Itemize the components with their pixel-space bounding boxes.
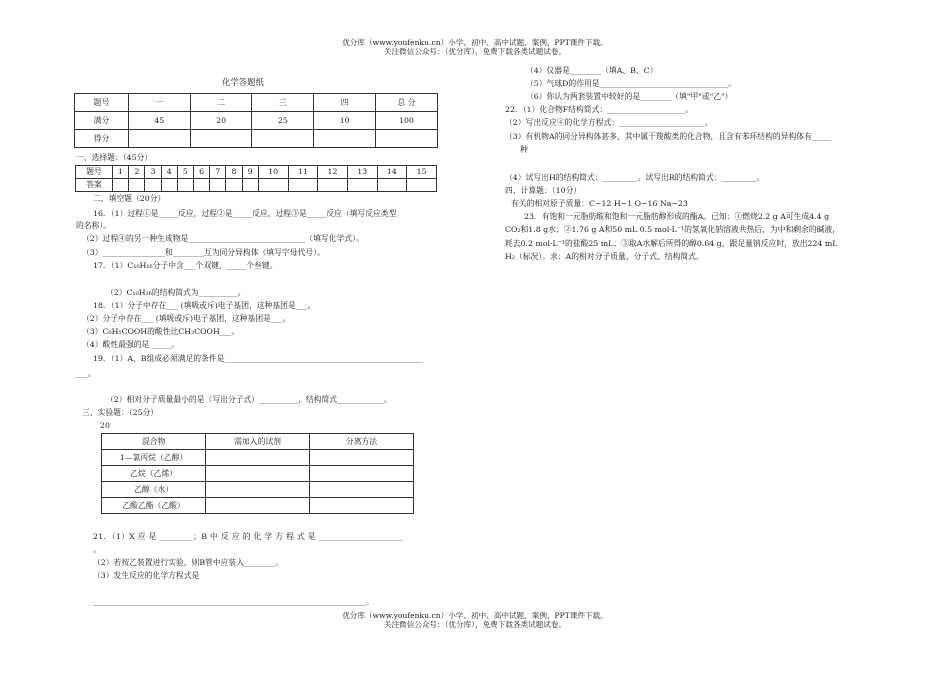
exp-header-cell: 分离方法 <box>310 434 414 450</box>
section4-title: 四、计算题：（10分） <box>505 186 582 195</box>
full-mark-cell: 20 <box>190 112 252 130</box>
q21-line-1: 21．（1）X 应 是 ________；B 中 反 应 的 化 学 方 程 式 是 ____________________ <box>93 532 403 541</box>
got-mark-field[interactable] <box>376 130 438 148</box>
q22-line-3: （3）有机物A的同分异构体甚多，其中属于羧酸类的化合物，且含有苯环结构的异构体有_____ <box>505 132 832 141</box>
q16-line-4: （3）________________和________互为同分异构体（填写字母代号）。 <box>82 248 325 257</box>
q23-line-2: CO₂和1.8 g水；②1.76 g A和50 mL 0.5 mol·L⁻¹的氢氧化钠溶液共热后，为中和剩余的碱液， <box>505 225 841 234</box>
q21-answer-line: ______________________________________________________________________。 <box>93 597 374 606</box>
answer-cell[interactable] <box>407 179 437 192</box>
right-line-3: （6）你认为两套装置中较好的是________（填"甲"或"乙"） <box>526 92 733 101</box>
answer-table <box>75 165 437 192</box>
exp-header-cell: 混合物 <box>102 434 206 450</box>
answer-cell[interactable] <box>129 179 145 192</box>
section3-title: 三、实验题：（25分） <box>82 408 159 417</box>
answer-cell[interactable] <box>113 179 129 192</box>
answer-cell[interactable] <box>347 179 377 192</box>
exp-method-cell[interactable] <box>310 482 414 498</box>
got-mark-field[interactable] <box>252 130 314 148</box>
exp-mixture-cell: 乙醇（水） <box>102 482 206 498</box>
exp-reagent-cell[interactable] <box>206 498 310 514</box>
answer-cell[interactable] <box>288 179 318 192</box>
q16-line-1: 16．（1）过程①是_____反应，过程②是_____反应，过程③是_____反应（填写反应类型 <box>93 209 397 218</box>
answer-cell[interactable] <box>177 179 193 192</box>
q19-line-1: 19．（1）A、B组成必须满足的条件是___________________________________________________ <box>93 354 424 363</box>
atomic-masses: 有关的相对原子质量：C~12 H~1 O~16 Na~23 <box>511 199 688 208</box>
answer-cell[interactable] <box>210 179 226 192</box>
answer-header-cell: 题号 <box>76 166 113 179</box>
footer-line-1: 优分库（www.youfenku.cn）小学、初中、高中试题、案例、PPT课件下载。 <box>342 611 608 620</box>
section1-title: 一、选择题：（45分） <box>76 153 153 162</box>
q23-line-1: 23．有饱和一元脂肪酸和饱和一元脂肪醇形成的酯A。已知：①燃烧2.2 g A可生成4.4 g <box>524 212 830 221</box>
full-mark-cell: 100 <box>376 112 438 130</box>
q22-line-5: （4）试写出H的结构简式：_________。试写出R的结构简式：_________。 <box>505 173 765 182</box>
answer-cell[interactable] <box>318 179 348 192</box>
full-mark-cell: 10 <box>314 112 376 130</box>
exp-mixture-cell: 乙酸乙酯（乙酸） <box>102 498 206 514</box>
exp-mixture-cell: 乙烷（乙烯） <box>102 466 206 482</box>
answer-header-cell: 2 <box>129 166 145 179</box>
header-line-1: 优分库（www.youfenku.cn）小学、初中、高中试题、案例、PPT课件下载。 <box>342 38 608 47</box>
answer-cell[interactable] <box>377 179 407 192</box>
exp-reagent-cell[interactable] <box>206 482 310 498</box>
answer-header-cell: 12 <box>318 166 348 179</box>
q23-line-4: H₂（标况）。求：A的相对分子质量、分子式、结构简式。 <box>505 252 704 261</box>
answer-header-cell: 5 <box>177 166 193 179</box>
footer-line-2: 关注微信公众号：（优分库），免费下载各类试题试卷。 <box>383 620 567 629</box>
q22-line-4: 种 <box>520 145 528 154</box>
answer-header-cell: 3 <box>145 166 161 179</box>
q16-line-3: （2）过程④的另一种生成物是______________________________（填写化学式）。 <box>82 234 364 243</box>
q21-line-4: （3）发生反应的化学方程式是 <box>93 571 200 580</box>
got-mark-label: 得分 <box>75 130 129 148</box>
score-header-cell: 总 分 <box>376 94 438 112</box>
answer-header-cell: 9 <box>242 166 258 179</box>
section2-title: 二、填空题（20分） <box>93 194 166 203</box>
exp-mixture-cell: 1—氯丙烷（乙醇） <box>102 450 206 466</box>
exp-method-cell[interactable] <box>310 466 414 482</box>
answer-header-cell: 14 <box>377 166 407 179</box>
q21-line-2: 。 <box>93 545 101 554</box>
q17-line-2: （2）C₁₀H₁₆的结构简式为__________。 <box>106 288 246 297</box>
answer-cell[interactable] <box>242 179 258 192</box>
exp-method-cell[interactable] <box>310 498 414 514</box>
answer-header-cell: 10 <box>258 166 288 179</box>
answer-cell[interactable] <box>145 179 161 192</box>
q23-line-3: 耗去0.2 mol·L⁻¹的盐酸25 mL；③取A水解后所得的醇0.64 g，跟足量钠反应时，放出224 mL <box>505 239 838 248</box>
answer-header-cell: 11 <box>288 166 318 179</box>
q19-line-2: ___。 <box>76 369 96 378</box>
answer-header-cell: 7 <box>210 166 226 179</box>
q18-line-3: （3）C₆H₅COOH的酸性比CH₃COOH___。 <box>82 327 240 336</box>
answer-header-cell: 1 <box>113 166 129 179</box>
q20-label: 20 <box>100 421 110 430</box>
score-header-cell: 一 <box>128 94 190 112</box>
score-header-cell: 二 <box>190 94 252 112</box>
answer-cell[interactable] <box>226 179 242 192</box>
q22-line-2: （2）写出反应④的化学方程式：______________________。 <box>505 118 713 127</box>
full-mark-cell: 满分 <box>75 112 129 130</box>
got-mark-field[interactable] <box>190 130 252 148</box>
q18-line-1: 18．（1）分子中存在___ (填吸或斥)电子基团，这种基团是___。 <box>93 301 316 310</box>
answer-header-cell: 6 <box>194 166 210 179</box>
exp-method-cell[interactable] <box>310 450 414 466</box>
right-line-1: （4）仪器是________（填A、B、C） <box>526 66 658 75</box>
got-mark-field[interactable] <box>314 130 376 148</box>
q19-line-3: （2）相对分子质量最小的是（写出分子式）__________，结构简式____________。 <box>106 395 392 404</box>
answer-header-cell: 15 <box>407 166 437 179</box>
experiment-table <box>101 433 414 514</box>
header-line-2: 关注微信公众号：（优分库），免费下载各类试题试卷。 <box>383 47 567 56</box>
answer-cell[interactable] <box>258 179 288 192</box>
q18-line-4: （4）酸性最强的是 _____。 <box>82 340 180 349</box>
answer-cell[interactable] <box>161 179 177 192</box>
q22-line-1: 22．（1）化合物F结构简式：____________________。 <box>505 105 693 114</box>
answer-header-cell: 4 <box>161 166 177 179</box>
full-mark-cell: 45 <box>128 112 190 130</box>
q16-line-2: 的名称）。 <box>76 221 112 230</box>
exp-header-cell: 需加入的试剂 <box>206 434 310 450</box>
answer-cell[interactable] <box>194 179 210 192</box>
score-header-cell: 四 <box>314 94 376 112</box>
answer-header-cell: 8 <box>226 166 242 179</box>
got-mark-field[interactable] <box>128 130 190 148</box>
q17-line-1: 17．（1）C₁₀H₁₆分子中含___个双键，_____个叁键。 <box>93 261 278 270</box>
full-mark-cell: 25 <box>252 112 314 130</box>
q21-line-3: （2）若按乙装置进行实验，则B管中应装入________。 <box>93 558 284 567</box>
q18-line-2: （2）分子中存在___ (填吸或斥)电子基团，这种基团是___。 <box>82 314 291 323</box>
answer-label-cell: 答案 <box>76 179 113 192</box>
exp-reagent-cell[interactable] <box>206 466 310 482</box>
right-line-2: （5）气球D的作用是_________________________________。 <box>526 79 737 88</box>
answer-header-cell: 13 <box>347 166 377 179</box>
page-title: 化学答题纸 <box>222 77 264 87</box>
score-table <box>74 93 438 148</box>
exp-reagent-cell[interactable] <box>206 450 310 466</box>
score-header-cell: 题号 <box>75 94 129 112</box>
score-header-cell: 三 <box>252 94 314 112</box>
